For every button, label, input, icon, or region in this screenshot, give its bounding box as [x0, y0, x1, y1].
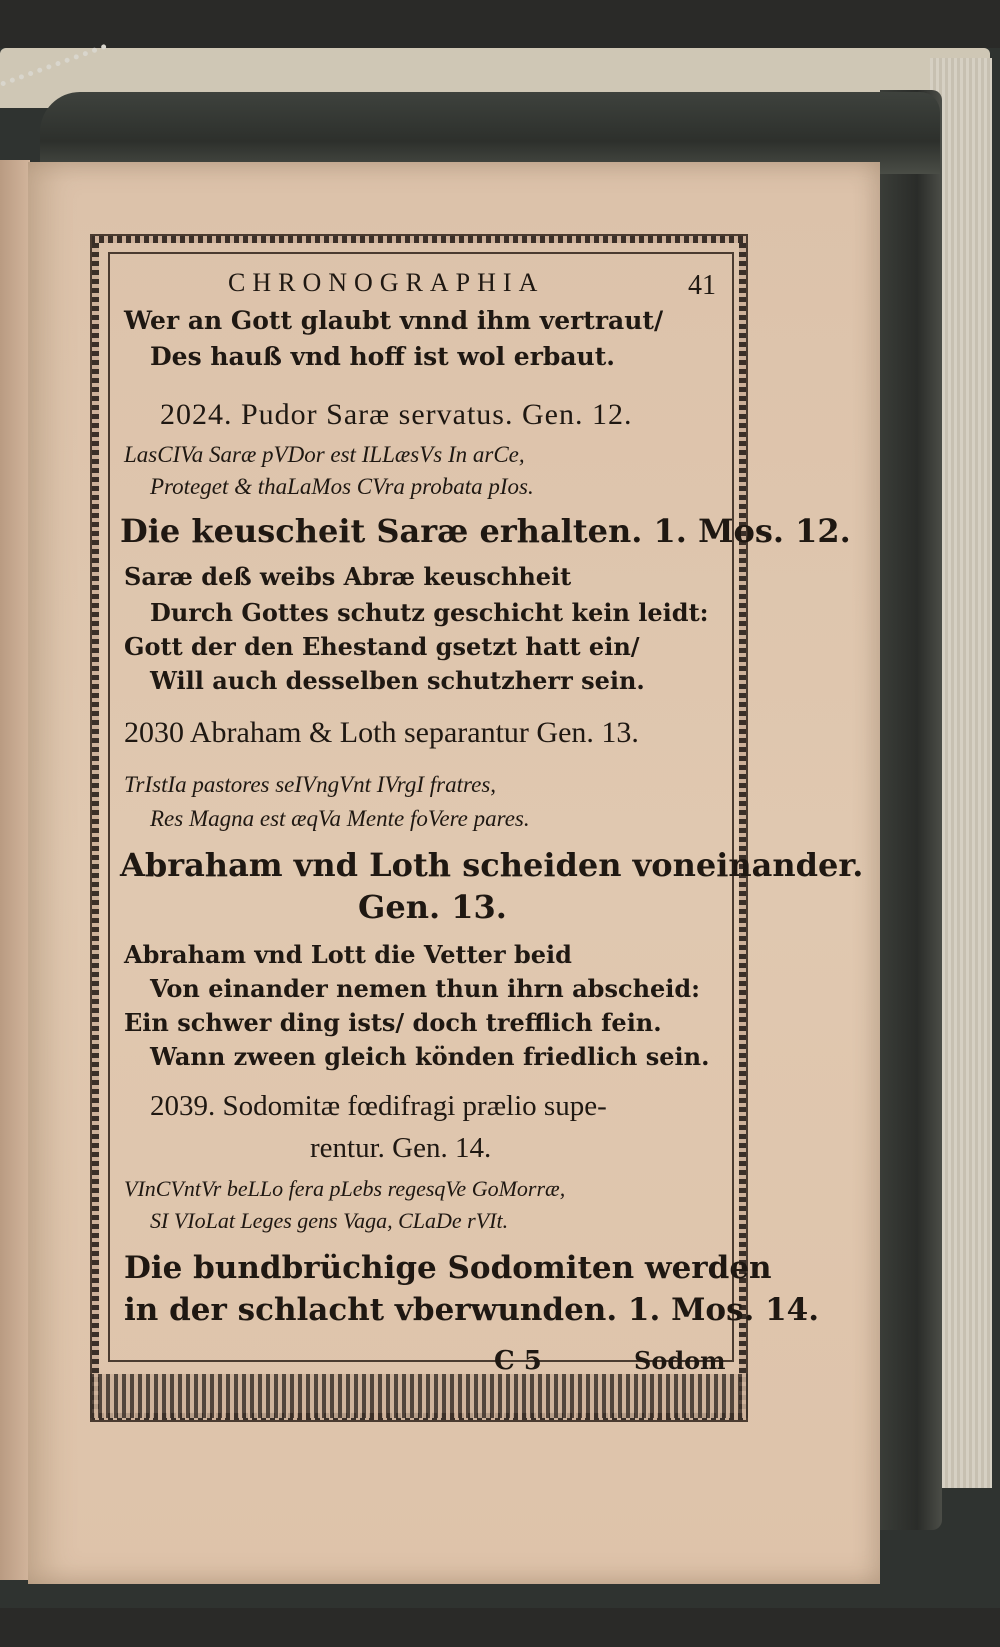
- page-number: 41: [688, 270, 716, 301]
- verse-line: Von einander nemen thun ihrn abscheid:: [150, 974, 701, 1003]
- verse-line: Ein schwer ding ists/ doch trefflich fein.: [124, 1008, 662, 1037]
- page-block-edge: [880, 90, 942, 1530]
- verse-line: Wann zween gleich könden friedlich sein.: [150, 1042, 710, 1071]
- german-heading: Gen. 13.: [358, 888, 507, 926]
- ornamental-border-bottom: [90, 1374, 748, 1418]
- verse-line: Wer an Gott glaubt vnnd ihm vertraut/: [124, 306, 664, 335]
- latin-chronogram: Res Magna est æqVa Mente foVere pares.: [150, 806, 530, 831]
- catchword: Sodom: [634, 1346, 726, 1375]
- facing-page: [0, 160, 30, 1580]
- verse-line: Gott der den Ehestand gsetzt hatt ein/: [124, 632, 640, 661]
- latin-chronogram: VInCVntVr beLLo fera pLebs regesqVe GoMorræ,: [124, 1176, 566, 1201]
- entry-heading: rentur. Gen. 14.: [310, 1132, 492, 1164]
- running-title: CHRONOGRAPHIA: [228, 268, 545, 297]
- verse-line: Will auch desselben schutzherr sein.: [150, 666, 645, 695]
- verse-line: Saræ deß weibs Abræ keuschheit: [124, 562, 572, 591]
- latin-chronogram: Proteget & thaLaMos CVra probata pIos.: [150, 474, 534, 499]
- entry-heading: 2039. Sodomitæ fœdifragi prælio supe-: [150, 1090, 607, 1122]
- signature-mark: C 5: [494, 1346, 542, 1376]
- german-heading: Die bundbrüchige Sodomiten werden: [124, 1250, 772, 1286]
- german-heading: in der schlacht vberwunden. 1. Mos. 14.: [124, 1292, 820, 1328]
- latin-chronogram: LasCIVa Saræ pVDor est ILLæsVs In arCe,: [124, 442, 525, 467]
- entry-heading: 2024. Pudor Saræ servatus. Gen. 12.: [160, 398, 633, 431]
- entry-heading: 2030 Abraham & Loth separantur Gen. 13.: [124, 716, 639, 749]
- verse-line: Durch Gottes schutz geschicht kein leidt:: [150, 598, 709, 627]
- latin-chronogram: TrIstIa pastores seIVngVnt IVrgI fratres,: [124, 772, 497, 797]
- verse-line: Des hauß vnd hoff ist wol erbaut.: [150, 342, 615, 371]
- verse-line: Abraham vnd Lott die Vetter beid: [124, 940, 572, 969]
- german-heading: Abraham vnd Loth scheiden voneinander.: [120, 846, 864, 884]
- german-heading: Die keuscheit Saræ erhalten. 1. Mos. 12.: [120, 512, 851, 550]
- latin-chronogram: SI VIoLat Leges gens Vaga, CLaDe rVIt.: [150, 1208, 509, 1233]
